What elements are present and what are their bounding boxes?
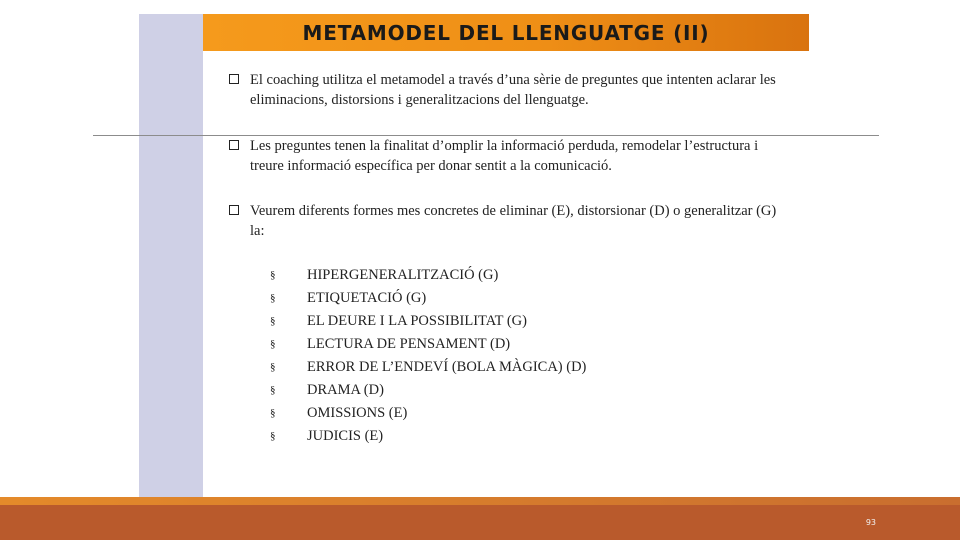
checkbox-bullet-icon [229, 140, 239, 150]
section-bullet-icon: § [270, 292, 276, 304]
list-item-text: DRAMA (D) [307, 382, 384, 398]
section-bullet-icon: § [270, 384, 276, 396]
paragraph-text: Veurem diferents formes mes concretes de eliminar (E), distorsionar (D) o generalitzar (G) la: [250, 203, 777, 239]
section-bullet-icon: § [270, 361, 276, 373]
side-accent-bar [139, 14, 203, 526]
checkbox-bullet-icon [229, 205, 239, 215]
page-number: 93 [865, 518, 876, 527]
slide-title: METAMODEL DEL LLENGUATGE (II) [302, 20, 710, 45]
paragraph-3 [229, 201, 789, 241]
title-banner [203, 14, 809, 51]
section-bullet-icon: § [270, 407, 276, 419]
list-item-text: EL DEURE I LA POSSIBILITAT (G) [307, 313, 527, 329]
paragraph-text: El coaching utilitza el metamodel a través d’una sèrie de preguntes que intenten aclarar les eliminacions, distorsions i generalitzacions del llenguatge. [250, 72, 776, 108]
list-item-text: ETIQUETACIÓ (G) [307, 290, 427, 306]
section-bullet-icon: § [270, 430, 276, 442]
list-item-text: LECTURA DE PENSAMENT (D) [307, 336, 511, 352]
section-bullet-icon: § [270, 338, 276, 350]
paragraph-2 [229, 136, 789, 176]
paragraph-1 [229, 70, 789, 110]
checkbox-bullet-icon [229, 74, 239, 84]
list-item-text: OMISSIONS (E) [307, 405, 408, 421]
section-bullet-icon: § [270, 269, 276, 281]
list-item-text: HIPERGENERALITZACIÓ (G) [307, 267, 499, 283]
footer-accent-line [0, 497, 960, 505]
list-item-text: ERROR DE L’ENDEVÍ (BOLA MÀGICA) (D) [307, 359, 587, 375]
section-bullet-icon: § [270, 315, 276, 327]
list-item-text: JUDICIS (E) [307, 428, 384, 444]
paragraph-text: Les preguntes tenen la finalitat d’omplir la informació perduda, remodelar l’estructura i treure informació específica per donar sentit a la comunicació. [250, 138, 759, 174]
